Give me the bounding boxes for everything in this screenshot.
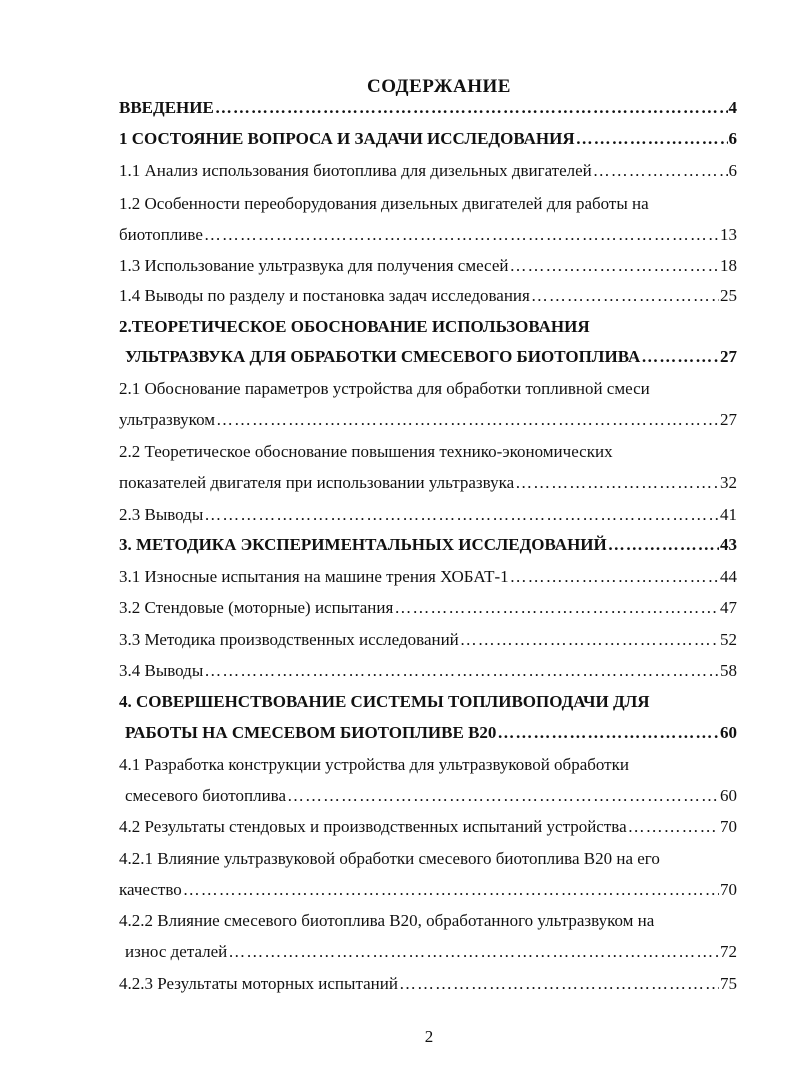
toc-entry-1-4 <box>119 285 737 307</box>
toc-entry-3-2 <box>119 597 737 619</box>
toc-entry-4-1 <box>125 785 737 807</box>
page-number: 2 <box>424 1027 434 1046</box>
toc-entry-page: 44 <box>720 567 737 586</box>
toc-entry-page: 27 <box>720 410 737 429</box>
page-title: СОДЕРЖАНИЕ <box>367 76 511 97</box>
toc-entry-page: 52 <box>720 630 737 649</box>
toc-entry-text: РАБОТЫ НА СМЕСЕВОМ БИОТОПЛИВЕ В20 <box>125 723 497 742</box>
toc-entry-page: 6 <box>728 129 737 148</box>
dot-leader <box>510 566 719 588</box>
dot-leader <box>183 879 719 901</box>
toc-entry-2-2-line1: 2.2 Теоретическое обоснование повышения технико-экономических <box>119 442 613 461</box>
toc-entry-introduction <box>119 97 737 119</box>
toc-entry-page: 25 <box>720 286 737 305</box>
toc-entry-page: 58 <box>720 661 737 680</box>
toc-entry-text: 3. МЕТОДИКА ЭКСПЕРИМЕНТАЛЬНЫХ ИССЛЕДОВАНИЙ <box>119 535 607 554</box>
dot-leader <box>497 722 719 744</box>
toc-entry-chapter-3 <box>119 534 737 556</box>
toc-entry-3-3 <box>119 629 737 651</box>
dot-leader <box>228 941 719 963</box>
toc-entry-page: 6 <box>728 161 737 180</box>
toc-entry-1-2 <box>119 224 737 246</box>
toc-entry-page: 27 <box>720 347 737 366</box>
dot-leader <box>216 409 719 431</box>
dot-leader <box>641 346 719 368</box>
toc-entry-chapter-4 <box>125 722 737 744</box>
toc-entry-text: 3.1 Износные испытания на машине трения ХОБАТ-1 <box>119 567 509 586</box>
toc-entry-text: 3.2 Стендовые (моторные) испытания <box>119 598 394 617</box>
toc-entry-text: износ деталей <box>125 942 228 961</box>
toc-entry-text: качество <box>119 880 182 899</box>
toc-entry-chapter-2-line1: 2.ТЕОРЕТИЧЕСКОЕ ОБОСНОВАНИЕ ИСПОЛЬЗОВАНИЯ <box>119 317 590 336</box>
toc-entry-text: 1.1 Анализ использования биотоплива для дизельных двигателей <box>119 161 592 180</box>
toc-entry-text: 4.2 Результаты стендовых и производственных испытаний устройства <box>119 817 627 836</box>
dot-leader <box>608 534 719 556</box>
toc-entry-page: 13 <box>720 225 737 244</box>
toc-entry-page: 32 <box>720 473 737 492</box>
toc-entry-page: 75 <box>720 974 737 993</box>
toc-entry-4-2-3 <box>119 973 737 995</box>
dot-leader <box>204 224 719 246</box>
toc-entry-1-2-line1: 1.2 Особенности переоборудования дизельных двигателей для работы на <box>119 194 649 213</box>
toc-entry-text: смесевого биотоплива <box>125 786 287 805</box>
toc-entry-page: 60 <box>720 723 737 742</box>
toc-entry-page: 41 <box>720 505 737 524</box>
toc-entry-4-2-1 <box>119 879 737 901</box>
dot-leader <box>287 785 719 807</box>
toc-entry-4-2 <box>119 816 737 838</box>
toc-entry-1-3 <box>119 255 737 277</box>
toc-entry-page: 18 <box>720 256 737 275</box>
toc-entry-4-1-line1: 4.1 Разработка конструкции устройства для ультразвуковой обработки <box>119 755 629 774</box>
dot-leader <box>399 973 719 995</box>
dot-leader <box>515 472 719 494</box>
toc-entry-3-1 <box>119 566 737 588</box>
toc-entry-2-3 <box>119 504 737 526</box>
toc-entry-chapter-4-line1: 4. СОВЕРШЕНСТВОВАНИЕ СИСТЕМЫ ТОПЛИВОПОДАЧИ ДЛЯ <box>119 692 650 711</box>
toc-entry-text: 3.4 Выводы <box>119 661 204 680</box>
toc-entry-chapter-1 <box>119 128 737 150</box>
dot-leader <box>204 660 719 682</box>
toc-entry-1-1 <box>119 160 737 182</box>
toc-entry-2-1 <box>119 409 737 431</box>
toc-entry-4-2-2 <box>125 941 737 963</box>
toc-entry-4-2-2-line1: 4.2.2 Влияние смесевого биотоплива В20, обработанного ультразвуком на <box>119 911 655 930</box>
dot-leader <box>628 816 719 838</box>
toc-entry-text: 4.2.3 Результаты моторных испытаний <box>119 974 398 993</box>
toc-entry-text: ультразвуком <box>119 410 216 429</box>
toc-entry-text: биотопливе <box>119 225 203 244</box>
toc-entry-text: 1.3 Использование ультразвука для получения смесей <box>119 256 509 275</box>
toc-entry-page: 43 <box>720 535 737 554</box>
toc-entry-text: ВВЕДЕНИЕ <box>119 98 214 117</box>
toc-entry-text: УЛЬТРАЗВУКА ДЛЯ ОБРАБОТКИ СМЕСЕВОГО БИОТОПЛИВА <box>125 347 641 366</box>
toc-entry-text: 2.3 Выводы <box>119 505 204 524</box>
toc-entry-3-4 <box>119 660 737 682</box>
dot-leader <box>394 597 719 619</box>
toc-entry-text: 3.3 Методика производственных исследований <box>119 630 459 649</box>
toc-entry-text: 1.4 Выводы по разделу и постановка задач исследования <box>119 286 530 305</box>
toc-entry-text: показателей двигателя при использовании ультразвука <box>119 473 515 492</box>
dot-leader <box>509 255 719 277</box>
toc-entry-page: 60 <box>720 786 737 805</box>
dot-leader <box>576 128 728 150</box>
dot-leader <box>204 504 719 526</box>
dot-leader <box>531 285 719 307</box>
toc-entry-page: 70 <box>720 817 737 836</box>
toc-entry-page: 72 <box>720 942 737 961</box>
toc-entry-page: 4 <box>728 98 737 117</box>
toc-entry-page: 47 <box>720 598 737 617</box>
dot-leader <box>460 629 719 651</box>
toc-entry-2-2 <box>119 472 737 494</box>
toc-entry-2-1-line1: 2.1 Обоснование параметров устройства для обработки топливной смеси <box>119 379 650 398</box>
dot-leader <box>593 160 728 182</box>
toc-entry-4-2-1-line1: 4.2.1 Влияние ультразвуковой обработки смесевого биотоплива В20 на его <box>119 849 660 868</box>
dot-leader <box>215 97 728 119</box>
toc-entry-text: 1 СОСТОЯНИЕ ВОПРОСА И ЗАДАЧИ ИССЛЕДОВАНИЯ <box>119 129 575 148</box>
toc-entry-chapter-2 <box>125 346 737 368</box>
toc-entry-page: 70 <box>720 880 737 899</box>
